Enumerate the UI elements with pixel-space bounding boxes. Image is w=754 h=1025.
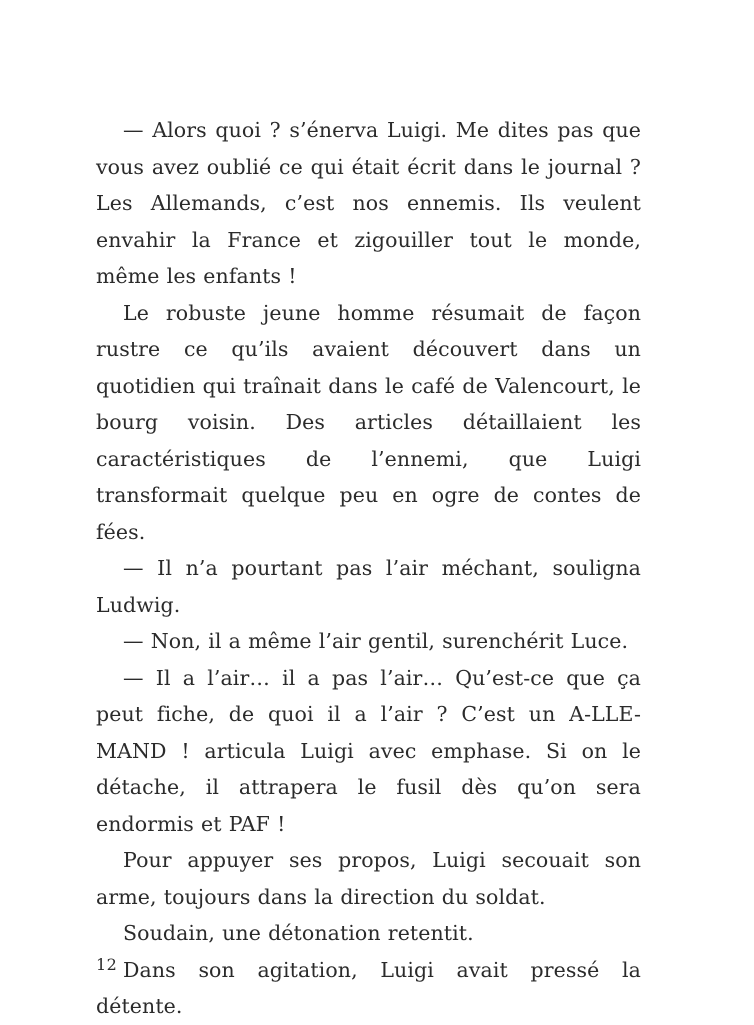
- paragraph-4: — Non, il a même l’air gentil, surenchérit Luce.: [123, 629, 629, 653]
- body-text: [96, 112, 641, 1025]
- paragraph-5: — Il a l’air… il a pas l’air… Qu’est-ce que ça peut fiche, de quoi il a l’air ? C’est un A-LLE-MAND ! articula Luigi avec emphase. Si on le détache, il attrapera le fusil dès qu’on sera endormis et PAF !: [96, 665, 641, 836]
- paragraph-7: Soudain, une détonation retentit.: [123, 921, 474, 945]
- page-number: 12: [96, 955, 118, 974]
- paragraph-8: Dans son agitation, Luigi avait pressé la détente.: [96, 957, 641, 1018]
- paragraph-6: Pour appuyer ses propos, Luigi secouait son arme, toujours dans la direction du soldat.: [96, 848, 641, 909]
- paragraph-3: — Il n’a pourtant pas l’air méchant, souligna Ludwig.: [96, 556, 641, 617]
- paragraph-2: Le robuste jeune homme résumait de façon rustre ce qu’ils avaient découvert dans un quotidien qui traînait dans le café de Valencourt, le bourg voisin. Des articles détaillaient les caractéristiques de l’ennemi, que Luigi transformait quelque peu en ogre de contes de fées.: [96, 300, 641, 544]
- paragraph-1: — Alors quoi ? s’énerva Luigi. Me dites pas que vous avez oublié ce qui était écrit dans le journal ? Les Allemands, c’est nos ennemis. Ils veulent envahir la France et zigouiller tout le monde, même les enfants !: [96, 118, 641, 288]
